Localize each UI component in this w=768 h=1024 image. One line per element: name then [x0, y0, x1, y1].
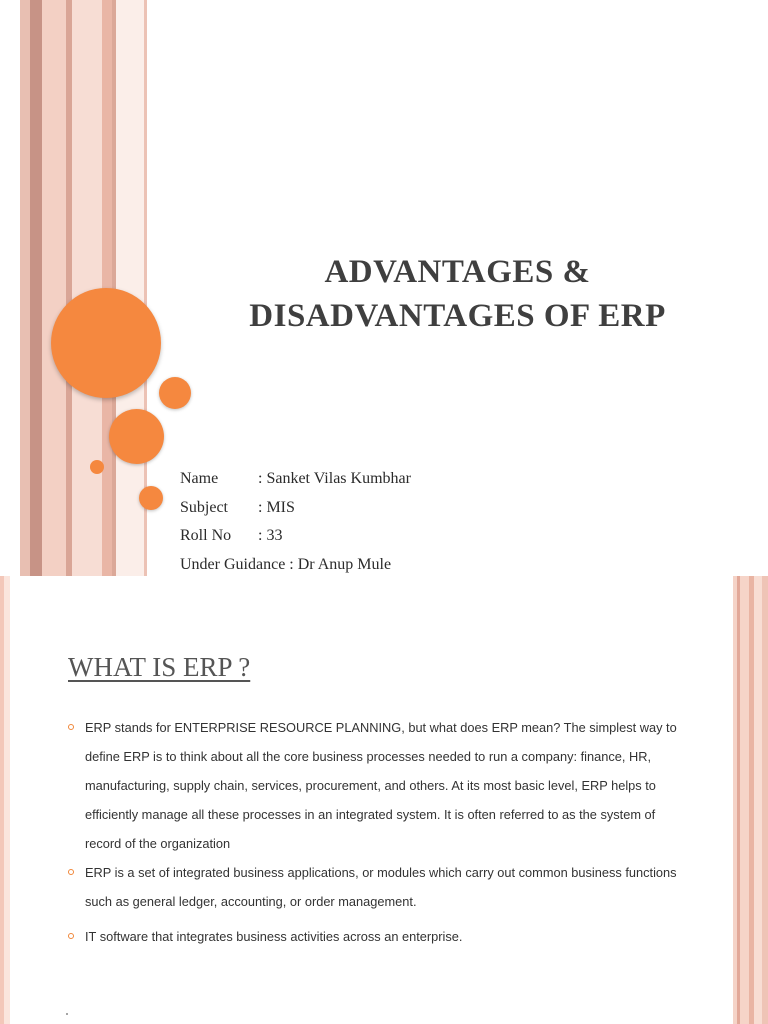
info-label: Name	[180, 470, 219, 487]
decor-circle-large	[51, 288, 161, 398]
list-item	[68, 858, 688, 916]
decor-stripe	[42, 0, 66, 576]
info-row-name	[180, 465, 411, 494]
decor-stripe	[30, 0, 42, 576]
decor-stripe	[762, 576, 768, 1024]
decor-circle	[139, 486, 163, 510]
info-value: : 33	[258, 527, 283, 544]
title-line-1: ADVANTAGES &	[324, 254, 591, 290]
info-value: : Dr Anup Mule	[285, 555, 392, 573]
bullet-text: ERP is a set of integrated business applications, or modules which carry out common business functions such as general ledger, accounting, or order management.	[85, 865, 677, 909]
info-row-roll-no	[180, 522, 411, 551]
decor-stripe	[116, 0, 144, 576]
decor-circle	[90, 460, 104, 474]
info-row-subject	[180, 494, 411, 523]
slide-heading: WHAT IS ERP ?	[68, 652, 251, 682]
info-label: Under Guidance	[180, 555, 286, 573]
presenter-info	[180, 465, 411, 576]
info-label: Roll No	[180, 527, 232, 544]
decor-stripe	[20, 0, 30, 576]
bullet-ring-icon	[68, 724, 74, 730]
info-value: : Sanket Vilas Kumbhar	[258, 470, 411, 487]
decor-stripe	[4, 576, 10, 1024]
decor-circle	[109, 409, 164, 464]
info-label: Subject	[180, 498, 228, 516]
bullet-text: IT software that integrates business activities across an enterprise.	[85, 929, 463, 944]
bullet-text: ERP stands for ENTERPRISE RESOURCE PLANNING, but what does ERP mean? The simplest way to define ERP is to think about all the core business processes needed to run a company: finance, HR, manufacturing, supply chain, services, procurement, and others. At its most basic level, ERP helps to efficiently manage all these processes in an integrated system. It is often referred to as the system of record of the organization	[85, 720, 677, 851]
bullet-ring-icon	[68, 869, 74, 875]
info-row-guidance	[180, 551, 411, 577]
title-line-2: DISADVANTAGES OF ERP	[249, 298, 666, 334]
decor-circle	[159, 377, 191, 409]
list-item	[68, 713, 688, 858]
decor-stripe	[754, 576, 762, 1024]
list-item	[68, 922, 688, 951]
bullet-ring-icon	[68, 933, 74, 939]
bullet-list	[68, 713, 688, 951]
stray-dot	[66, 1013, 68, 1015]
info-value: : MIS	[258, 498, 295, 516]
decor-stripe	[740, 576, 749, 1024]
slide-title	[180, 250, 735, 338]
